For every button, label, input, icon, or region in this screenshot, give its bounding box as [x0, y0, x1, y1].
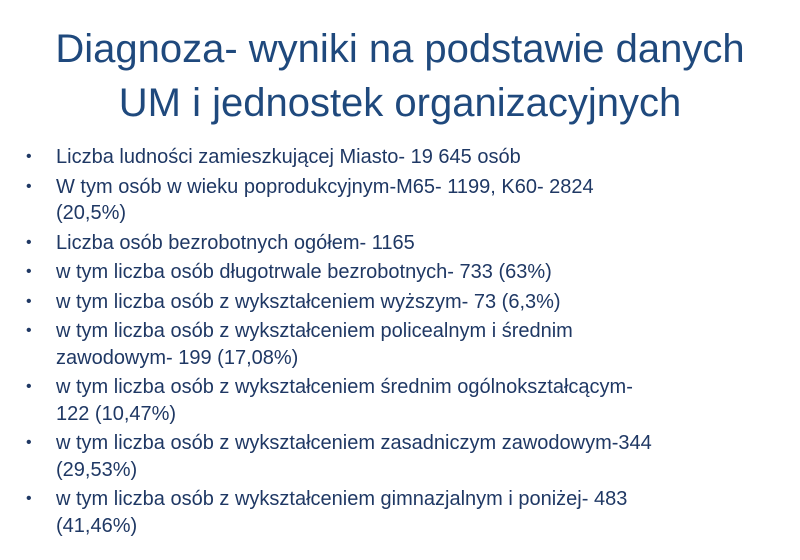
bullet-item: [0, 486, 800, 539]
bullet-item: [0, 374, 800, 427]
bullet-text-line: (41,46%): [56, 514, 138, 537]
bullet-text-line: zawodowym- 199 (17,08%): [56, 346, 299, 369]
bullet-icon: •: [26, 233, 32, 251]
bullet-text-line: w tym liczba osób długotrwale bezrobotnych- 733 (63%): [56, 261, 552, 283]
bullet-text-line: (29,53%): [56, 458, 138, 481]
bullet-icon: •: [26, 177, 32, 195]
bullet-item: [0, 430, 800, 483]
bullet-text-line: w tym liczba osób z wykształceniem zasadniczym zawodowym-344: [56, 432, 652, 454]
slide-title: [0, 22, 800, 130]
bullet-text-line: w tym liczba osób z wykształceniem średnim ogólnokształcącym-: [56, 376, 633, 398]
bullet-text-line: w tym liczba osób z wykształceniem wyższym- 73 (6,3%): [56, 290, 561, 313]
bullet-icon: •: [26, 322, 32, 339]
bullet-text-line: (20,5%): [56, 202, 127, 224]
bullet-icon: •: [26, 263, 32, 280]
bullet-text-line: Liczba ludności zamieszkującej Miasto- 19 645 osób: [56, 146, 521, 168]
bullet-text-line: W tym osób w wieku poprodukcyjnym-M65- 1199, K60- 2824: [56, 175, 594, 198]
slide-title-line: Diagnoza- wyniki na podstawie danych: [55, 27, 745, 71]
slide-title-line: UM i jednostek organizacyjnych: [118, 81, 682, 125]
bullet-icon: •: [26, 292, 32, 310]
bullet-text-line: w tym liczba osób z wykształceniem gimnazjalnym i poniżej- 483: [56, 488, 628, 510]
bullet-text-line: 122 (10,47%): [56, 402, 177, 425]
bullet-list: [0, 144, 800, 542]
bullet-item: [0, 174, 800, 227]
bullet-icon: •: [26, 378, 32, 395]
bullet-icon: •: [26, 490, 32, 507]
bullet-item: [0, 259, 800, 286]
bullet-icon: •: [26, 434, 32, 451]
bullet-text-line: Liczba osób bezrobotnych ogółem- 1165: [56, 231, 415, 254]
bullet-item: [0, 289, 800, 316]
bullet-icon: •: [26, 148, 32, 165]
bullet-item: [0, 318, 800, 371]
bullet-item: [0, 230, 800, 257]
bullet-text-line: w tym liczba osób z wykształceniem policealnym i średnim: [56, 320, 573, 342]
bullet-item: [0, 144, 800, 171]
